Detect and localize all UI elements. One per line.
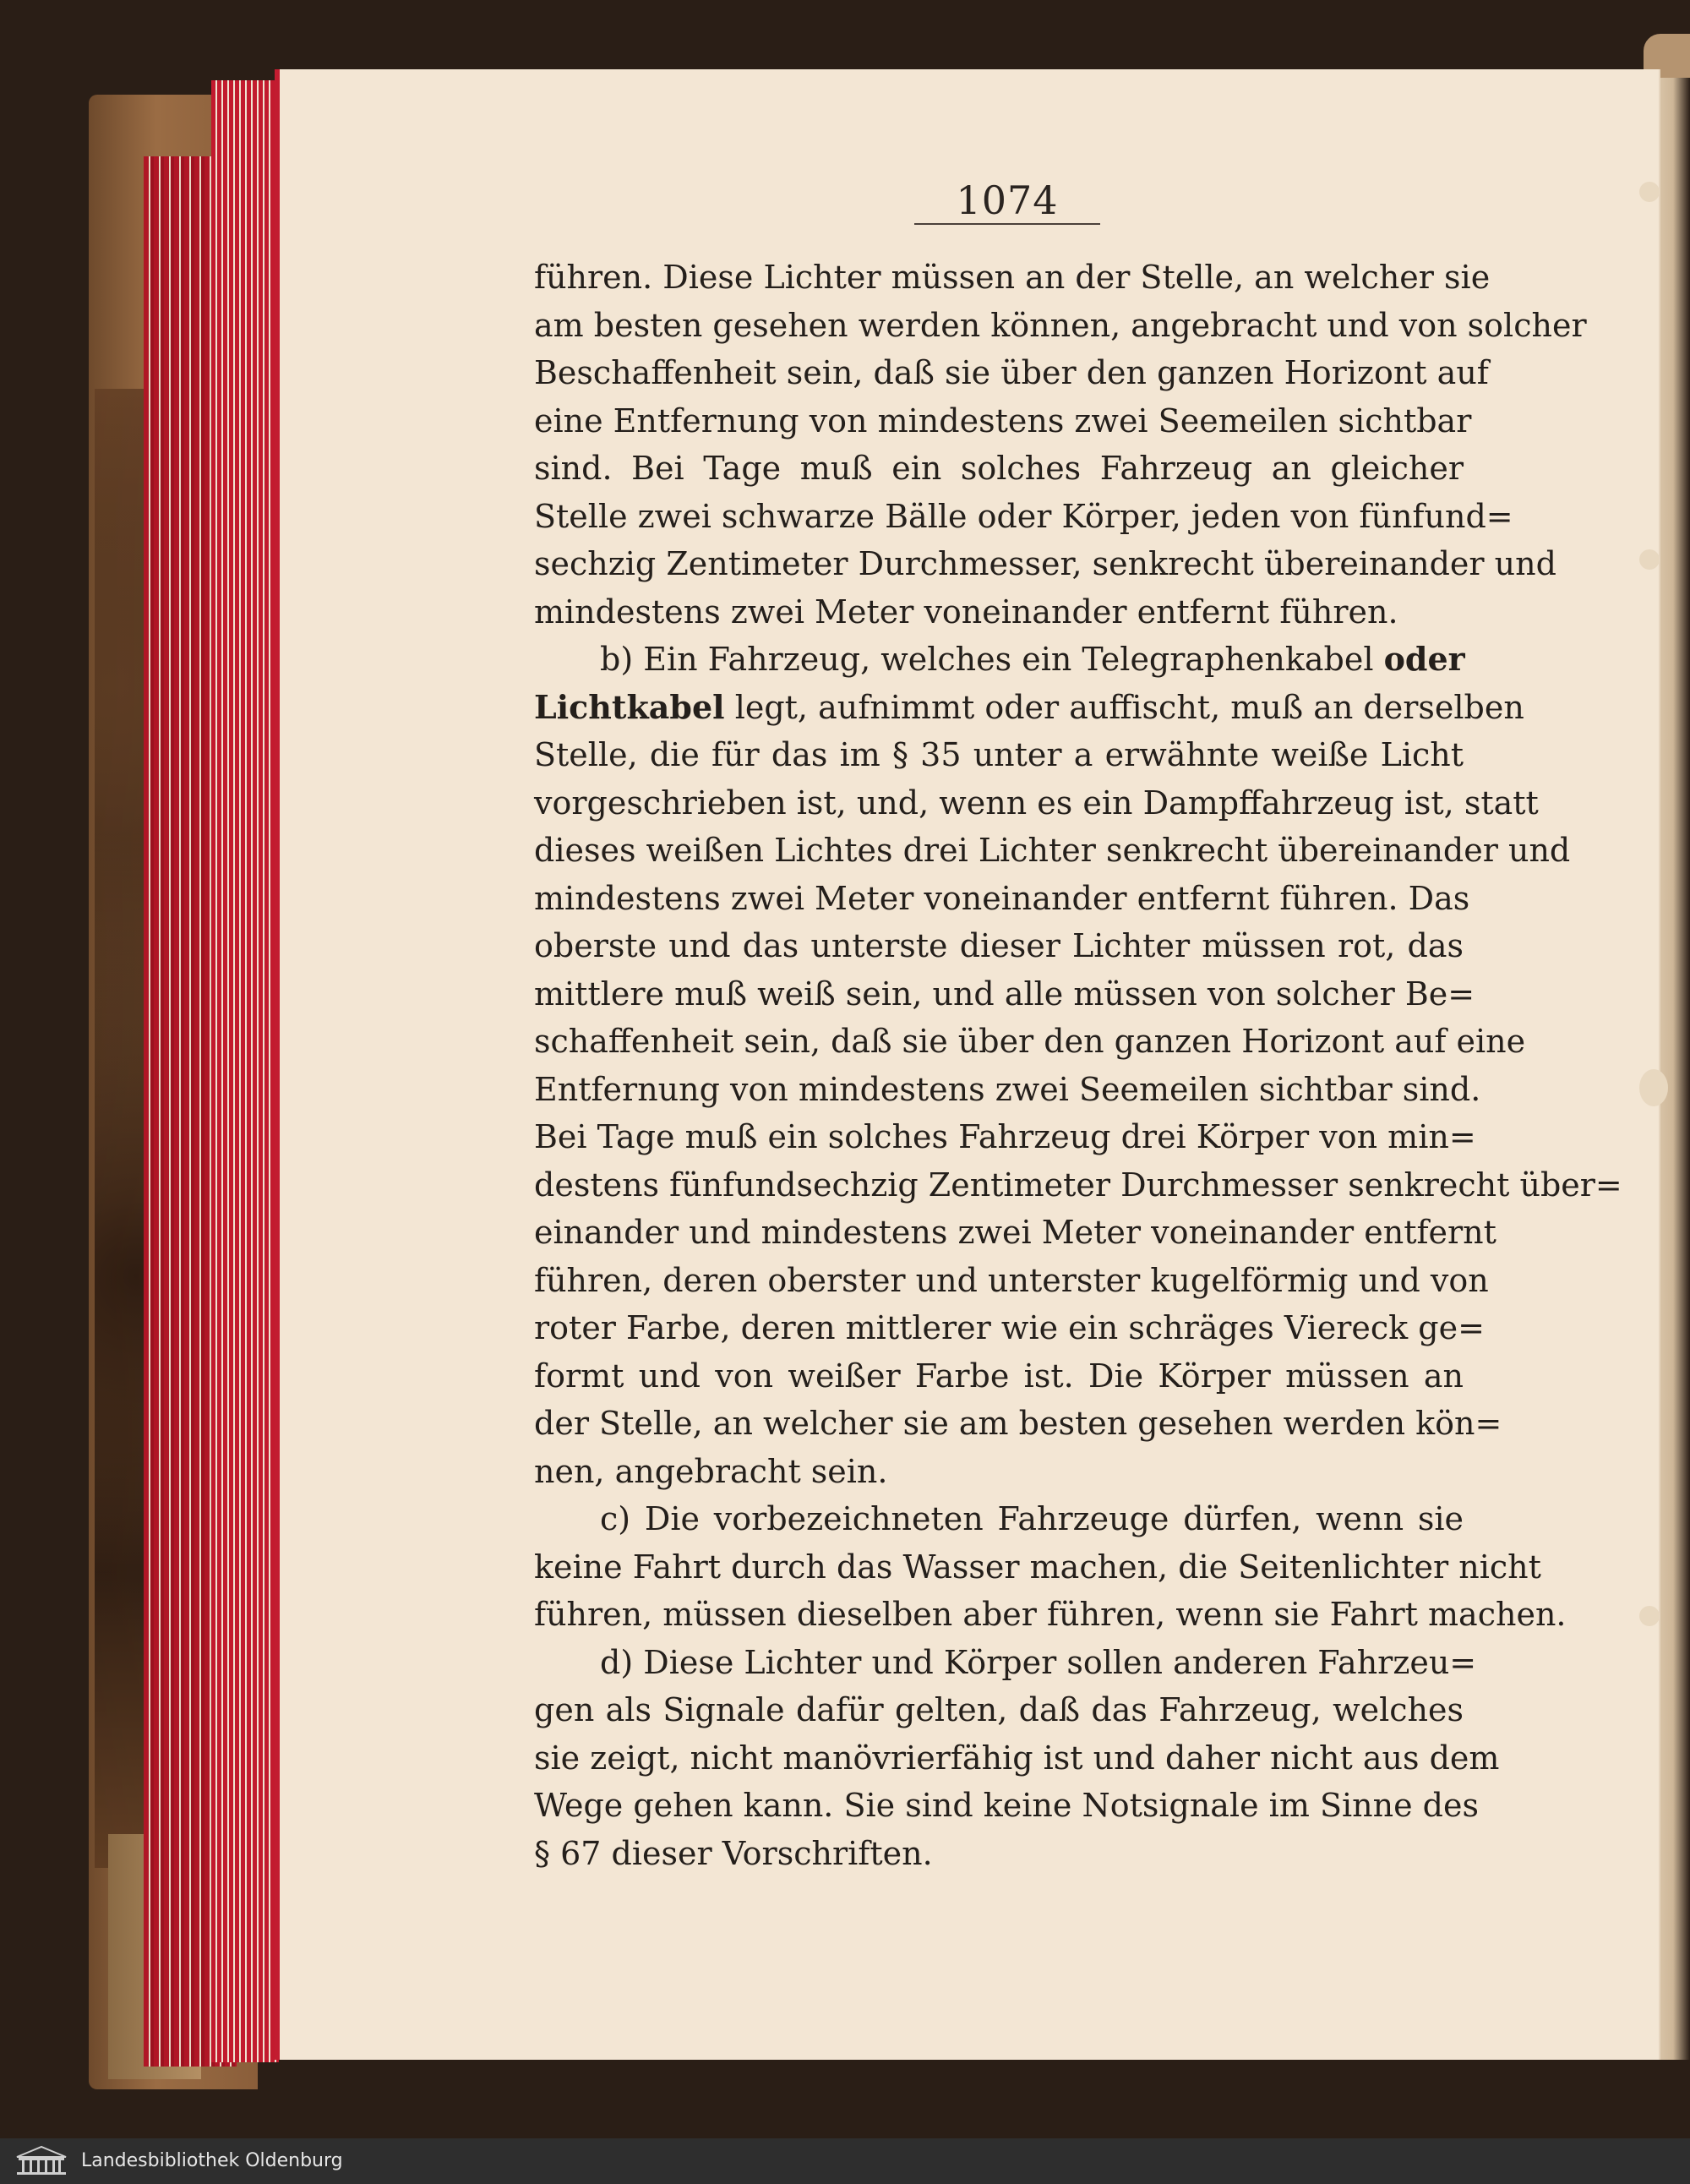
text-segment: Wege gehen kann. Sie sind keine Notsignale im Sinne des [534, 1787, 1479, 1824]
text-line [534, 922, 1464, 969]
text-segment: d) Diese Lichter und Körper sollen anderen Fahrzeu= [600, 1643, 1477, 1681]
text-segment: c) Die vorbezeichneten Fahrzeuge dürfen, wenn sie [600, 1500, 1464, 1537]
page-number: 1074 [956, 177, 1059, 223]
text-line [534, 254, 1491, 301]
text-segment: Entfernung von mindestens zwei Seemeilen sichtbar sind. [534, 1070, 1481, 1108]
text-line [534, 1113, 1476, 1160]
text-segment: am besten gesehen werden können, angebracht und von solcher [534, 306, 1587, 344]
text-line [534, 779, 1539, 827]
text-segment: dieses weißen Lichtes drei Lichter senkrecht übereinander und [534, 832, 1571, 869]
text-segment: roter Farbe, deren mittlerer wie ein schräges Viereck ge= [534, 1309, 1485, 1346]
text-segment: führen, deren oberster und unterster kugelförmig und von [534, 1261, 1489, 1299]
text-line [534, 731, 1464, 778]
text-line [534, 302, 1587, 349]
text-segment: schaffenheit sein, daß sie über den ganzen Horizont auf eine [534, 1023, 1526, 1060]
library-name: Landesbibliothek Oldenburg [81, 2150, 343, 2171]
text-line [534, 827, 1571, 874]
text-line [534, 1782, 1479, 1829]
text-segment: eine Entfernung von mindestens zwei Seemeilen sichtbar [534, 401, 1472, 440]
viewer-footer [0, 2138, 1690, 2184]
text-segment: nen, angebracht sein. [534, 1452, 888, 1490]
text-segment: sie zeigt, nicht manövrierfähig ist und daher nicht aus dem [534, 1739, 1500, 1777]
text-line [534, 684, 1524, 731]
text-line [534, 970, 1475, 1018]
text-segment: mindestens zwei Meter voneinander entfernt führen. Das [534, 879, 1470, 917]
text-segment: Bei Tage muß ein solches Fahrzeug drei Körper von min= [534, 1118, 1476, 1155]
text-line [534, 445, 1464, 492]
text-segment: Stelle, die für das im § 35 unter a erwähnte weiße Licht [534, 736, 1464, 773]
page-notch [1639, 1606, 1660, 1626]
text-line [534, 1018, 1526, 1065]
text-line [534, 1830, 1464, 1877]
page-notch [1639, 549, 1660, 570]
text-line [534, 1591, 1567, 1638]
page-number-rule [914, 223, 1100, 225]
text-segment: gen als Signale dafür gelten, daß das Fahrzeug, welches [534, 1691, 1464, 1728]
text-line [600, 1495, 1464, 1542]
text-line [600, 636, 1464, 683]
text-segment: der Stelle, an welcher sie am besten gesehen werden kön= [534, 1405, 1502, 1442]
text-line [534, 1161, 1622, 1209]
text-line [534, 397, 1472, 445]
text-segment: mittlere muß weiß sein, und alle müssen von solcher Be= [534, 975, 1475, 1013]
text-segment: b) Ein Fahrzeug, welches ein Telegraphenkabel [600, 641, 1384, 678]
text-segment: sechzig Zentimeter Durchmesser, senkrecht übereinander und [534, 545, 1556, 582]
text-segment: Stelle zwei schwarze Bälle oder Körper, jeden von fünfund= [534, 497, 1513, 535]
text-line [534, 1352, 1464, 1400]
text-segment: formt und von weißer Farbe ist. Die Körper müssen an [534, 1357, 1464, 1395]
text-line [534, 1686, 1464, 1734]
text-segment: Beschaffenheit sein, daß sie über den ganzen Horizont auf [534, 354, 1489, 391]
text-segment: einander und mindestens zwei Meter voneinander entfernt [534, 1214, 1496, 1251]
text-line [534, 1543, 1541, 1591]
text-segment: oberste und das unterste dieser Lichter müssen rot, das [534, 927, 1464, 964]
text-line [534, 1304, 1485, 1351]
text-segment: führen. Diese Lichter müssen an der Stelle, an welcher sie [534, 259, 1491, 296]
text-line [534, 1400, 1502, 1447]
text-segment: legt, aufnimmt oder auffischt, muß an derselben [724, 688, 1524, 726]
page-notch [1639, 182, 1660, 202]
text-line [534, 1448, 1464, 1495]
text-segment: mindestens zwei Meter voneinander entfernt führen. [534, 592, 1398, 631]
bold-term: Lichtkabel [534, 687, 725, 726]
page-notch [1639, 1069, 1668, 1106]
text-line [534, 1734, 1500, 1782]
text-line [534, 493, 1513, 540]
text-line [534, 1209, 1496, 1256]
text-segment: sind. Bei Tage muß ein solches Fahrzeug an gleicher [534, 450, 1464, 487]
text-line [534, 588, 1464, 636]
text-line [600, 1639, 1477, 1686]
text-segment: destens fünfundsechzig Zentimeter Durchmesser senkrecht über= [534, 1166, 1622, 1204]
text-line [534, 349, 1489, 396]
text-segment: vorgeschrieben ist, und, wenn es ein Dampffahrzeug ist, statt [534, 784, 1539, 822]
red-page-edges-inner [211, 80, 279, 2062]
bold-term: oder [1383, 640, 1465, 678]
text-line [534, 1257, 1489, 1304]
text-line [534, 875, 1470, 922]
text-segment: führen, müssen dieselben aber führen, wenn sie Fahrt machen. [534, 1596, 1567, 1633]
text-segment: keine Fahrt durch das Wasser machen, die Seitenlichter nicht [534, 1548, 1541, 1586]
text-segment: § 67 dieser Vorschriften. [534, 1834, 933, 1872]
library-building-icon [14, 2145, 69, 2177]
text-line [534, 1066, 1481, 1113]
text-line [534, 540, 1556, 587]
